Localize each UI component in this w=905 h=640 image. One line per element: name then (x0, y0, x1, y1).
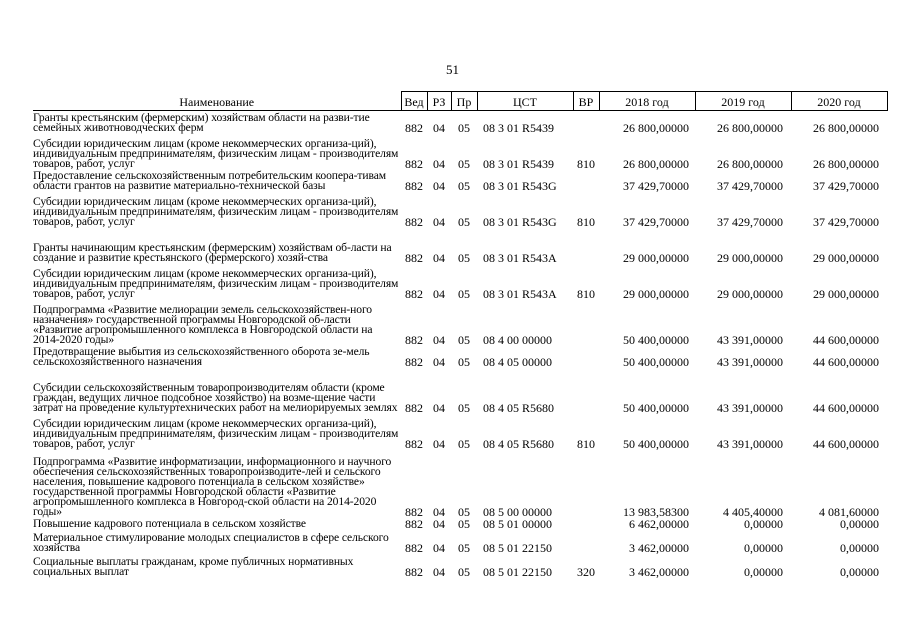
row-pr: 05 (458, 214, 470, 229)
row-vr: 810 (577, 156, 595, 171)
row-name: Субсидии юридическим лицам (кроме некоммерческих организа-ций), индивидуальным предпринимателям, физическим лицам - производителям товаров, работ, услуг (33, 416, 399, 450)
row-name: Субсидии юридическим лицам (кроме некоммерческих организа-ций), индивидуальным предпринимателям, физическим лицам - производителям товаров, работ, услуг (33, 194, 399, 228)
row-vr (573, 529, 599, 553)
row-pr: 05 (458, 564, 470, 579)
row-cst: 08 4 00 00000 (483, 332, 552, 347)
row-2018: 3 462,00000 (629, 564, 689, 579)
row-ved: 882 (405, 400, 423, 415)
row-2019: 37 429,70000 (717, 214, 783, 229)
row-name: Предотвращение выбытия из сельскохозяйственного оборота зе-мель сельскохозяйственного назначения (33, 344, 370, 368)
table-row (33, 227, 887, 263)
row-ved: 882 (405, 332, 423, 347)
row-2019: 43 391,00000 (717, 400, 783, 415)
row-2018: 50 400,00000 (623, 400, 689, 415)
row-2020: 26 800,00000 (813, 156, 879, 171)
row-pr: 05 (458, 250, 470, 265)
header-ved: Вед (401, 92, 427, 111)
row-2019: 26 800,00000 (717, 156, 783, 171)
row-2018: 26 800,00000 (623, 120, 689, 135)
row-vr (573, 169, 599, 191)
row-ved: 882 (405, 250, 423, 265)
row-cst: 08 3 01 R543A (483, 286, 557, 301)
row-2020: 37 429,70000 (813, 214, 879, 229)
row-cst: 08 4 05 R5680 (483, 436, 555, 451)
row-rz: 04 (433, 400, 445, 415)
row-cst: 08 3 01 R543G (483, 178, 557, 193)
row-name: Субсидии сельскохозяйственным товаропроизводителям области (кроме граждан, ведущих личное подсобное хозяйство) на возме-щение части затрат на проведение культуртехнических работ на мелиорируемых землях (33, 380, 398, 414)
row-2018: 29 000,00000 (623, 286, 689, 301)
row-rz: 04 (433, 214, 445, 229)
page-number: 51 (446, 62, 459, 77)
table-row (33, 553, 887, 577)
row-rz: 04 (433, 250, 445, 265)
header-2020: 2020 год (791, 92, 887, 111)
header-cst: ЦСТ (477, 92, 573, 111)
row-vr (573, 367, 599, 413)
row-cst: 08 4 05 R5680 (483, 400, 555, 415)
row-2020: 44 600,00000 (813, 354, 879, 369)
budget-table (33, 91, 888, 577)
header-2018: 2018 год (599, 92, 695, 111)
row-2020: 29 000,00000 (813, 250, 879, 265)
row-2019: 29 000,00000 (717, 250, 783, 265)
row-ved: 882 (405, 436, 423, 451)
row-2019: 37 429,70000 (717, 178, 783, 193)
row-pr: 05 (458, 332, 470, 347)
row-pr: 05 (458, 354, 470, 369)
row-ved: 882 (405, 286, 423, 301)
row-2019: 43 391,00000 (717, 354, 783, 369)
row-2019: 43 391,00000 (717, 332, 783, 347)
row-2019: 4 405,40000 (723, 504, 783, 519)
header-name: Наименование (33, 92, 401, 111)
row-pr: 05 (458, 540, 470, 555)
row-2018: 6 462,00000 (629, 516, 689, 531)
row-2018: 37 429,70000 (623, 178, 689, 193)
row-vr (573, 345, 599, 367)
table-row (33, 263, 887, 299)
table-row (33, 111, 887, 133)
row-vr (573, 517, 599, 529)
row-name: Социальные выплаты гражданам, кроме публичных нормативных социальных выплат (33, 554, 354, 578)
row-name: Субсидии юридическим лицам (кроме некоммерческих организа-ций), индивидуальным предпринимателям, физическим лицам - производителям товаров, работ, услуг (33, 136, 399, 170)
row-2018: 26 800,00000 (623, 156, 689, 171)
row-2018: 50 400,00000 (623, 332, 689, 347)
row-rz: 04 (433, 504, 445, 519)
row-2020: 44 600,00000 (813, 332, 879, 347)
row-rz: 04 (433, 120, 445, 135)
row-vr (573, 111, 599, 133)
table-row (33, 413, 887, 449)
row-cst: 08 5 01 00000 (483, 516, 552, 531)
row-vr: 810 (577, 286, 595, 301)
row-name: Субсидии юридическим лицам (кроме некоммерческих организа-ций), индивидуальным предпринимателям, физическим лицам - производителям товаров, работ, услуг (33, 266, 399, 300)
row-name: Гранты начинающим крестьянским (фермерским) хозяйствам об-ласти на создание и развитие крестьянского (фермерского) хозяй-ства (33, 240, 392, 264)
row-ved: 882 (405, 214, 423, 229)
row-cst: 08 3 01 R543G (483, 214, 557, 229)
row-rz: 04 (433, 178, 445, 193)
row-name: Предоставление сельскохозяйственным потребительским коопера-тивам области грантов на развитие материально-технической базы (33, 168, 386, 192)
row-2019: 43 391,00000 (717, 436, 783, 451)
table-row (33, 367, 887, 413)
row-vr: 810 (577, 436, 595, 451)
row-pr: 05 (458, 120, 470, 135)
row-2019: 29 000,00000 (717, 286, 783, 301)
row-pr: 05 (458, 286, 470, 301)
header-vr: ВР (573, 92, 599, 111)
row-cst: 08 5 01 22150 (483, 540, 552, 555)
row-2018: 37 429,70000 (623, 214, 689, 229)
row-2020: 44 600,00000 (813, 400, 879, 415)
row-vr: 810 (577, 214, 595, 229)
row-pr: 05 (458, 400, 470, 415)
row-rz: 04 (433, 286, 445, 301)
row-2018: 13 983,58300 (623, 504, 689, 519)
row-rz: 04 (433, 156, 445, 171)
table-row (33, 299, 887, 345)
row-cst: 08 3 01 R5439 (483, 156, 555, 171)
header-pr: Пр (451, 92, 477, 111)
row-ved: 882 (405, 504, 423, 519)
row-pr: 05 (458, 504, 470, 519)
row-pr: 05 (458, 178, 470, 193)
table-row (33, 449, 887, 517)
row-2020: 0,00000 (840, 516, 879, 531)
row-rz: 04 (433, 540, 445, 555)
row-vr: 320 (577, 564, 595, 579)
row-rz: 04 (433, 516, 445, 531)
table-header-row (33, 92, 887, 111)
row-vr (573, 227, 599, 263)
row-2020: 37 429,70000 (813, 178, 879, 193)
header-rz: РЗ (427, 92, 451, 111)
row-cst: 08 3 01 R5439 (483, 120, 555, 135)
row-ved: 882 (405, 178, 423, 193)
row-pr: 05 (458, 156, 470, 171)
row-rz: 04 (433, 332, 445, 347)
table-row (33, 133, 887, 169)
row-2019: 26 800,00000 (717, 120, 783, 135)
row-pr: 05 (458, 516, 470, 531)
row-2018: 3 462,00000 (629, 540, 689, 555)
row-2020: 4 081,60000 (819, 504, 879, 519)
row-2018: 50 400,00000 (623, 354, 689, 369)
row-2020: 29 000,00000 (813, 286, 879, 301)
row-name: Гранты крестьянским (фермерским) хозяйствам области на разви-тие семейных животноводческих ферм (33, 110, 370, 134)
row-ved: 882 (405, 120, 423, 135)
row-2018: 29 000,00000 (623, 250, 689, 265)
row-rz: 04 (433, 436, 445, 451)
row-ved: 882 (405, 540, 423, 555)
table-row (33, 517, 887, 529)
table-row (33, 345, 887, 367)
row-vr (573, 449, 599, 517)
row-cst: 08 5 01 22150 (483, 564, 552, 579)
table-row (33, 169, 887, 191)
row-2019: 0,00000 (744, 516, 783, 531)
row-vr (573, 299, 599, 345)
row-2020: 44 600,00000 (813, 436, 879, 451)
row-rz: 04 (433, 564, 445, 579)
row-rz: 04 (433, 354, 445, 369)
row-2020: 26 800,00000 (813, 120, 879, 135)
row-2019: 0,00000 (744, 540, 783, 555)
row-ved: 882 (405, 516, 423, 531)
row-cst: 08 3 01 R543A (483, 250, 557, 265)
row-pr: 05 (458, 436, 470, 451)
row-name: Повышение кадрового потенциала в сельском хозяйстве (33, 516, 306, 530)
row-ved: 882 (405, 564, 423, 579)
row-2020: 0,00000 (840, 564, 879, 579)
row-ved: 882 (405, 156, 423, 171)
row-ved: 882 (405, 354, 423, 369)
row-2018: 50 400,00000 (623, 436, 689, 451)
header-2019: 2019 год (695, 92, 791, 111)
row-cst: 08 4 05 00000 (483, 354, 552, 369)
row-name: Подпрограмма «Развитие информатизации, информационного и научного обеспечения сельскохозяйственных товаропроизводите-лей и сельского населения, повышение кадрового потенциала в сельском хозяйстве» государственной программы Новгородской области «Развитие агропромышленного комплекса в Новгород-ской области на 2014-2020 годы» (33, 454, 392, 518)
row-2020: 0,00000 (840, 540, 879, 555)
row-name: Материальное стимулирование молодых специалистов в сфере сельского хозяйства (33, 530, 389, 554)
table-row (33, 529, 887, 553)
row-2019: 0,00000 (744, 564, 783, 579)
table-row (33, 191, 887, 227)
row-name: Подпрограмма «Развитие мелиорации земель сельскохозяйствен-ного назначения» государственной программы Новгородской об-ласти «Развитие агропромышленного комплекса в Новгородской области на 2014-2020 годы» (33, 302, 373, 346)
row-cst: 08 5 00 00000 (483, 504, 552, 519)
